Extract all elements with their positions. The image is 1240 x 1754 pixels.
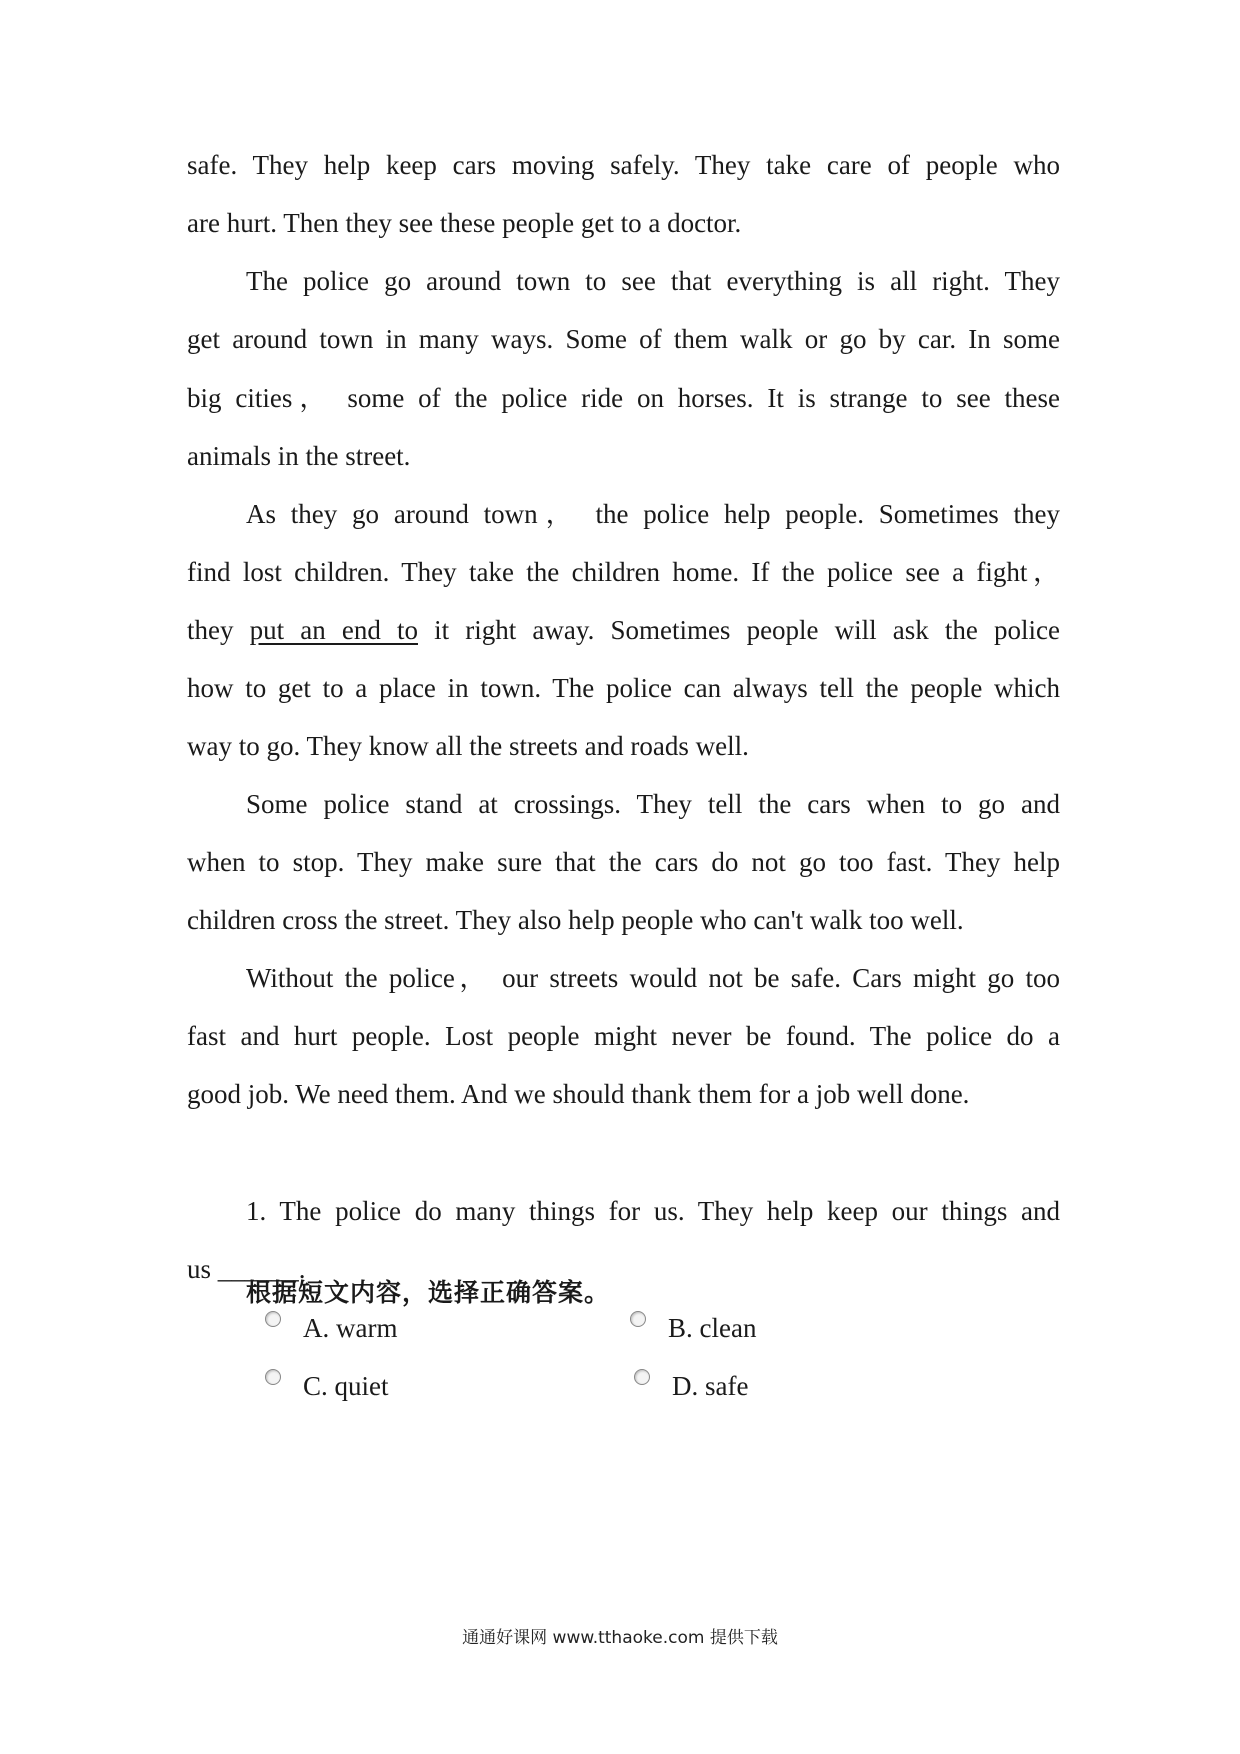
passage-line: good job. We need them. And we should thank them for a job well done. [187, 1079, 970, 1109]
passage-line: way to go. They know all the streets and roads well. [187, 731, 749, 761]
option-c[interactable] [265, 1369, 389, 1403]
passage-line: The police go around town to see that everything is all right. They [246, 266, 1060, 296]
passage-line: get around town in many ways. Some of them walk or go by car. In some [187, 324, 1060, 354]
passage-text: it right away. Sometimes people will ask the police [434, 615, 1060, 645]
passage-line: find lost children. They take the children home. If the police see a fight， [187, 557, 1060, 587]
passage-line: big cities， some of the police ride on horses. It is strange to see these [187, 383, 1060, 413]
passage-line: As they go around town， the police help people. Sometimes they [246, 499, 1060, 529]
underlined-phrase: put an end to [249, 615, 418, 645]
option-d[interactable] [634, 1369, 748, 1403]
option-label: A. warm [303, 1313, 398, 1343]
radio-button-icon[interactable] [634, 1369, 650, 1385]
passage-text: they [187, 615, 234, 645]
passage-line: animals in the street. [187, 441, 411, 471]
radio-button-icon[interactable] [630, 1311, 646, 1327]
passage-line: children cross the street. They also help people who can't walk too well. [187, 905, 964, 935]
passage-line: how to get to a place in town. The police can always tell the people which [187, 673, 1060, 703]
option-label: B. clean [668, 1313, 757, 1343]
passage-line: are hurt. Then they see these people get to a doctor. [187, 208, 742, 238]
section-heading: 根据短文内容，选择正确答案。 [246, 1278, 611, 1307]
option-a[interactable] [265, 1311, 397, 1345]
radio-button-icon[interactable] [265, 1369, 281, 1385]
option-label: D. safe [672, 1371, 749, 1401]
page-footer: 通通好课网 www.tthaoke.com 提供下载 [462, 1628, 778, 1648]
passage-line: Some police stand at crossings. They tell the cars when to go and [246, 789, 1060, 819]
question-text: us ______. [187, 1254, 306, 1284]
option-b[interactable] [630, 1311, 756, 1345]
passage-line: when to stop. They make sure that the cars do not go too fast. They help [187, 847, 1060, 877]
option-label: C. quiet [303, 1371, 389, 1401]
passage-line [187, 613, 1060, 647]
radio-button-icon[interactable] [265, 1311, 281, 1327]
passage-line: fast and hurt people. Lost people might never be found. The police do a [187, 1021, 1060, 1051]
passage-line: Without the police， our streets would not be safe. Cars might go too [246, 963, 1060, 993]
question-text: 1. The police do many things for us. They help keep our things and [246, 1196, 1060, 1226]
passage-line: safe. They help keep cars moving safely. They take care of people who [187, 150, 1060, 180]
